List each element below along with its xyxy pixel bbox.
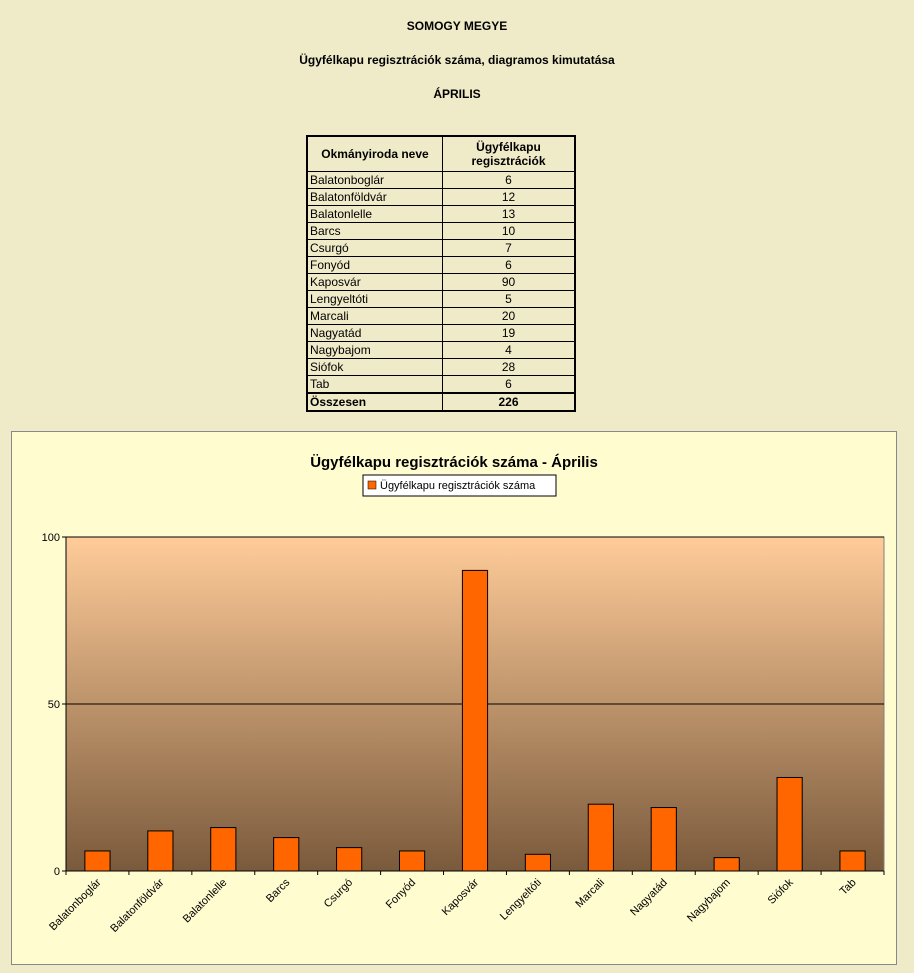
bar-barcs bbox=[274, 838, 299, 871]
office-name-cell: Balatonboglár bbox=[307, 172, 443, 189]
table-row bbox=[307, 376, 575, 394]
table-row bbox=[307, 342, 575, 359]
chart-title: Ügyfélkapu regisztrációk száma - Április bbox=[310, 454, 598, 471]
total-label-cell: Összesen bbox=[307, 393, 443, 411]
registration-count-cell: 4 bbox=[443, 342, 576, 359]
registration-count-cell: 19 bbox=[443, 325, 576, 342]
table-row bbox=[307, 291, 575, 308]
x-tick-label: Balatonlelle bbox=[180, 876, 230, 926]
column-header-registrations bbox=[443, 136, 576, 172]
table-row bbox=[307, 359, 575, 376]
table-row bbox=[307, 223, 575, 240]
legend-label: Ügyfélkapu regisztrációk száma bbox=[380, 480, 536, 492]
registration-count-cell: 6 bbox=[443, 257, 576, 274]
column-header-office: Okmányiroda neve bbox=[307, 136, 443, 172]
y-tick-label: 100 bbox=[41, 532, 60, 544]
x-tick-label: Balatonboglár bbox=[47, 876, 104, 934]
table-row bbox=[307, 257, 575, 274]
registration-count-cell: 6 bbox=[443, 172, 576, 189]
x-tick-label: Siófok bbox=[765, 876, 796, 907]
office-name-cell: Fonyód bbox=[307, 257, 443, 274]
registration-count-cell: 10 bbox=[443, 223, 576, 240]
bar-balatonföldvár bbox=[148, 831, 173, 871]
office-name-cell: Csurgó bbox=[307, 240, 443, 257]
bar-nagybajom bbox=[714, 858, 739, 871]
x-tick-label: Balatonföldvár bbox=[108, 876, 167, 935]
y-tick-label: 50 bbox=[47, 699, 60, 711]
table-row bbox=[307, 274, 575, 291]
x-tick-label: Tab bbox=[837, 876, 859, 898]
county-title: SOMOGY MEGYE bbox=[406, 19, 508, 33]
office-name-cell: Balatonföldvár bbox=[307, 189, 443, 206]
office-name-cell: Balatonlelle bbox=[307, 206, 443, 223]
office-name-cell: Barcs bbox=[307, 223, 443, 240]
bar-fonyód bbox=[399, 851, 424, 871]
registrations-table bbox=[306, 135, 576, 412]
x-tick-label: Csurgó bbox=[321, 876, 356, 911]
registration-count-cell: 6 bbox=[443, 376, 576, 394]
office-name-cell: Kaposvár bbox=[307, 274, 443, 291]
registration-count-cell: 28 bbox=[443, 359, 576, 376]
registration-count-cell: 13 bbox=[443, 206, 576, 223]
registration-count-cell: 7 bbox=[443, 240, 576, 257]
bar-kaposvár bbox=[462, 570, 487, 871]
bar-marcali bbox=[588, 804, 613, 871]
y-tick-label: 0 bbox=[53, 866, 60, 878]
office-name-cell: Nagyatád bbox=[307, 325, 443, 342]
office-name-cell: Tab bbox=[307, 376, 443, 394]
bar-balatonboglár bbox=[85, 851, 110, 871]
table-total-row bbox=[307, 393, 575, 411]
month-title: ÁPRILIS bbox=[433, 87, 481, 101]
x-tick-label: Nagybajom bbox=[684, 876, 733, 925]
x-tick-label: Fonyód bbox=[383, 876, 419, 912]
report-subtitle: Ügyfélkapu regisztrációk száma, diagramos kimutatása bbox=[299, 53, 615, 67]
column-header-line-2: regisztrációk bbox=[471, 154, 546, 168]
chart-area bbox=[11, 431, 897, 965]
table-header-row bbox=[307, 136, 575, 172]
table-row bbox=[307, 206, 575, 223]
table-row bbox=[307, 240, 575, 257]
table-row bbox=[307, 189, 575, 206]
x-tick-label: Kaposvár bbox=[439, 876, 482, 918]
total-value-cell: 226 bbox=[443, 393, 576, 411]
registration-count-cell: 90 bbox=[443, 274, 576, 291]
legend-swatch bbox=[368, 481, 376, 489]
table-row bbox=[307, 325, 575, 342]
registration-count-cell: 20 bbox=[443, 308, 576, 325]
office-name-cell: Lengyeltóti bbox=[307, 291, 443, 308]
office-name-cell: Marcali bbox=[307, 308, 443, 325]
bar-lengyeltóti bbox=[525, 854, 550, 871]
bar-csurgó bbox=[337, 848, 362, 871]
office-name-cell: Nagybajom bbox=[307, 342, 443, 359]
bar-siófok bbox=[777, 777, 802, 871]
bar-nagyatád bbox=[651, 808, 676, 871]
x-tick-label: Lengyeltóti bbox=[497, 876, 545, 923]
x-tick-label: Marcali bbox=[573, 876, 607, 911]
registration-count-cell: 5 bbox=[443, 291, 576, 308]
x-tick-label: Nagyatád bbox=[628, 876, 670, 919]
registration-count-cell: 12 bbox=[443, 189, 576, 206]
bar-balatonlelle bbox=[211, 828, 236, 871]
bar-tab bbox=[840, 851, 865, 871]
office-name-cell: Siófok bbox=[307, 359, 443, 376]
bar-chart bbox=[12, 432, 896, 964]
column-header-line-1: Ügyfélkapu bbox=[476, 140, 541, 154]
x-tick-label: Barcs bbox=[263, 876, 293, 906]
table-row bbox=[307, 308, 575, 325]
table-row bbox=[307, 172, 575, 189]
